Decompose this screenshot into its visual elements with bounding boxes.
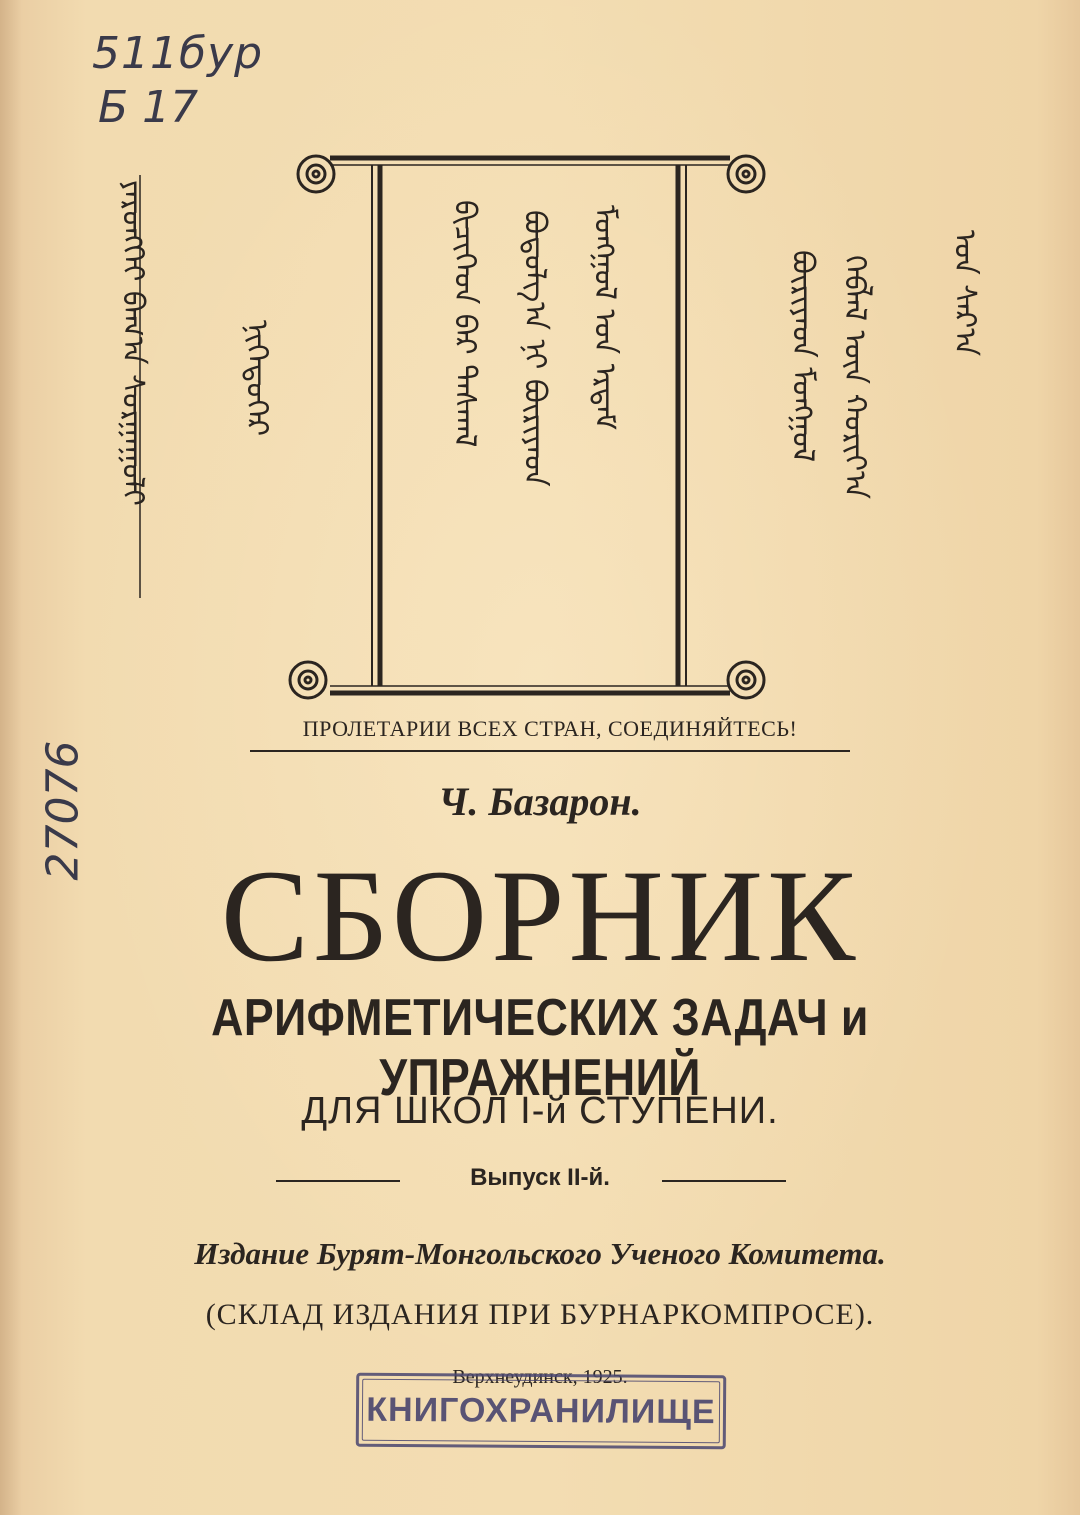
handwritten-inventory-number: 27076 [37,740,89,881]
mongolian-script-column: ᠮᠣᠩᠭᠣᠯ ᠤᠨ ᠡᠷᠳᠡᠮ [587,205,622,430]
stamp-text: КНИГОХРАНИЛИЩЕ [366,1390,716,1432]
stamp-inner-border [362,1379,720,1443]
audience-line: ДЛЯ ШКОЛ I-й СТУПЕНИ. [301,1090,779,1132]
book-title: СБОРНИК [220,842,860,989]
issue-right-rule [662,1180,786,1182]
mongolian-script-column: ᠪᠤᠳᠤᠯᠭ᠎ᠠ ᠨᠢ ᠪᠦᠷᠢᠶᠠᠳ [517,210,552,487]
publisher-line: Издание Бурят-Монгольского Ученого Комитета. [194,1236,886,1271]
slogan: ПРОЛЕТАРИИ ВСЕХ СТРАН, СОЕДИНЯЙТЕСЬ! [302,716,798,741]
issue-number: Выпуск II-й. [470,1164,610,1191]
mongolian-script-column: ᠪᠢᠴᠢᠭᠡᠳ ᠪᠠᠷ ᠳᠠᠰᠬᠠᠯ [447,200,482,448]
slogan-underline [250,750,850,752]
mongolian-script-column: ᠶᠡᠷᠦᠩᠬᠡᠢ ᠪᠠᠭ᠎ᠠ ᠰᠤᠷᠭᠠᠭᠤᠯᠢ [115,180,150,506]
mongolian-script-column: ᠪᠦᠷᠢᠶᠠᠳ ᠮᠣᠩᠭᠣᠯ [785,250,820,463]
author-name: Ч. Базарон. [438,779,642,824]
library-stamp [356,1373,727,1450]
distributor-line: (СКЛАД ИЗДАНИЯ ПРИ БУРНАРКОМПРОСЕ). [205,1298,875,1331]
mongolian-script-column: ᠨᠢᠭᠡᠳᠦᠭᠡᠷ [239,320,274,437]
book-subtitle: АРИФМЕТИЧЕСКИХ ЗАДАЧ и УПРАЖНЕНИЙ [211,989,869,1107]
mongolian-script-column: ᠬᠡᠪᠯᠡᠯ ᠦᠨ ᠬᠣᠷᠢᠶ᠎ᠠ [837,255,872,500]
place-and-year: Верхнеудинск, 1925. [452,1366,628,1388]
mongolian-script-column: ᠣᠨ ᠰᠠᠷ᠎ᠠ [947,230,982,357]
handwritten-shelfmark-line1: 511бур [92,28,264,79]
handwritten-shelfmark-line2: Б 17 [98,82,199,133]
